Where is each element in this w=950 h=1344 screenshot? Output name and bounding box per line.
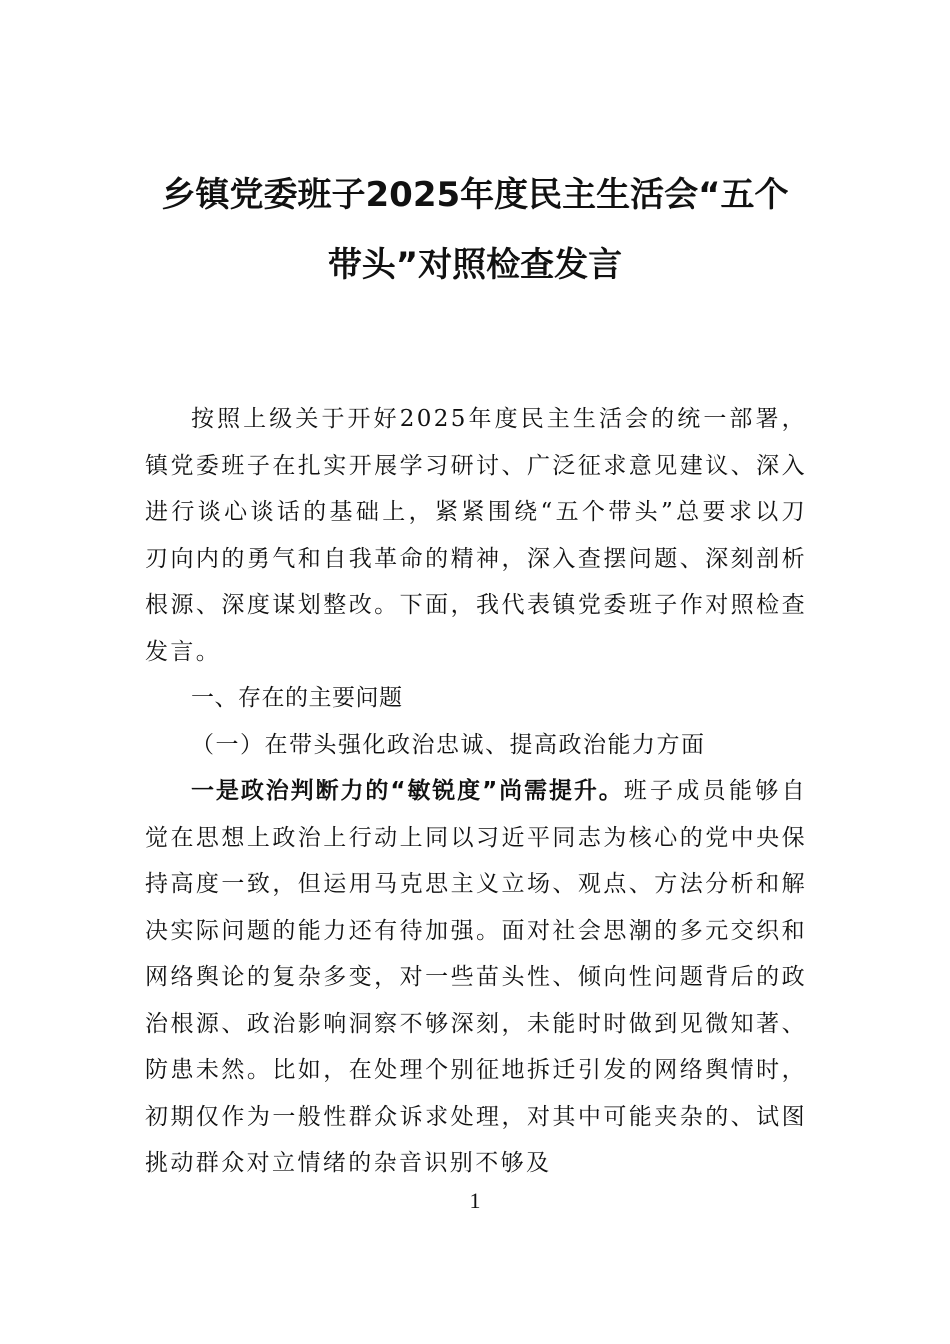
page-number: 1: [469, 1188, 481, 1213]
subsection-heading-1: （一）在带头强化政治忠诚、提高政治能力方面: [191, 731, 706, 758]
point-1-body: 班子成员能够自觉在思想上政治上行动上同以习近平同志为核心的党中央保持高度一致，但运用马克思主义立场、观点、方法分析和解决实际问题的能力还有待加强。面对社会思潮的多元交织和网络舆论的复杂多变，对一些苗头性、倾向性问题背后的政治根源、政治影响洞察不够深刻，未能时时做到见微知著、防患未然。比如，在处理个别征地拆迁引发的网络舆情时，初期仅作为一般性群众诉求处理，对其中可能夹杂的、试图挑动群众对立情绪的杂音识别不够及: [145, 778, 807, 1176]
point-1-paragraph: [145, 768, 807, 1187]
title-line-1: 乡镇党委班子2025年度民主生活会“五个: [161, 175, 789, 215]
title-line-2: 带头”对照检查发言: [327, 245, 623, 285]
document-title: [130, 160, 820, 300]
section-heading-1: 一、存在的主要问题: [191, 685, 403, 711]
document-body: [145, 396, 807, 1187]
point-1-lead: 一是政治判断力的“敏锐度”尚需提升。: [191, 778, 624, 804]
intro-paragraph: 按照上级关于开好2025年度民主生活会的统一部署，镇党委班子在扎实开展学习研讨、广泛征求意见建议、深入进行谈心谈话的基础上，紧紧围绕“五个带头”总要求以刀刃向内的勇气和自我革命的精神，深入查摆问题、深刻剖析根源、深度谋划整改。下面，我代表镇党委班子作对照检查发言。: [145, 406, 807, 665]
